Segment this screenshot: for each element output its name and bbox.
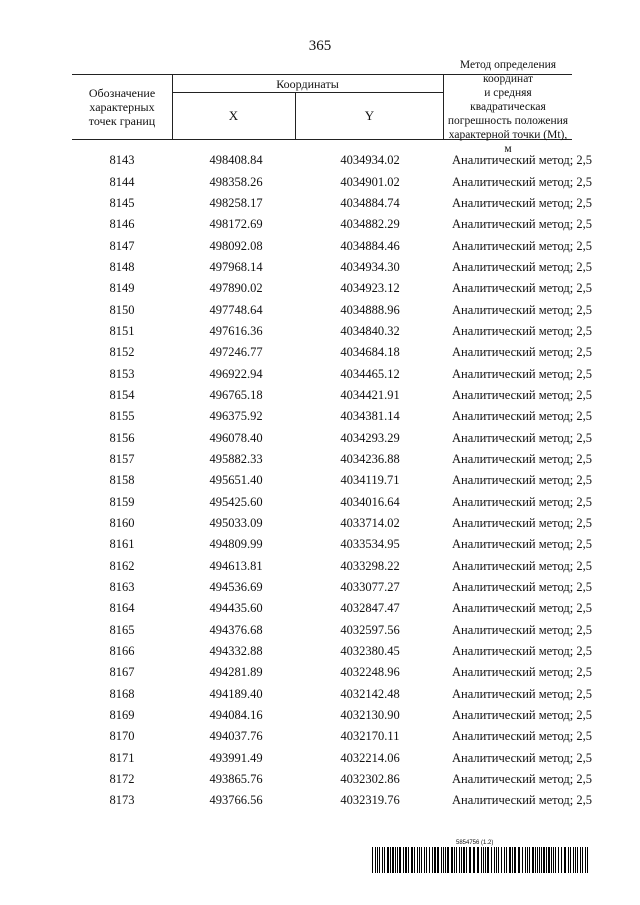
method-cell: Аналитический метод; 2,5 (452, 195, 592, 210)
table-row (72, 427, 592, 448)
point-id-cell: 8167 (109, 665, 135, 680)
point-id-cell: 8160 (109, 516, 135, 531)
coord-x-cell: 494536.69 (209, 580, 263, 595)
method-cell: Аналитический метод; 2,5 (452, 238, 592, 253)
table-row (72, 406, 592, 427)
point-id-cell: 8153 (109, 366, 135, 381)
coord-x-cell: 497246.77 (209, 345, 263, 360)
coord-x-cell: 494376.68 (209, 622, 263, 637)
table-row (72, 171, 592, 192)
point-id-cell: 8168 (109, 686, 135, 701)
table-header (72, 59, 572, 155)
table-row (72, 363, 592, 384)
header-y: Y (296, 93, 444, 139)
table-row (72, 470, 592, 491)
method-cell: Аналитический метод; 2,5 (452, 451, 592, 466)
coord-y-cell: 4032597.56 (340, 622, 400, 637)
table-row (72, 449, 592, 470)
table-row (72, 342, 592, 363)
point-id-cell: 8156 (109, 430, 135, 445)
method-cell: Аналитический метод; 2,5 (452, 537, 592, 552)
coord-y-cell: 4033714.02 (340, 516, 400, 531)
barcode-label: 5854756 (1.2) (456, 840, 494, 846)
coord-y-cell: 4034119.71 (340, 473, 400, 488)
coord-y-cell: 4034934.02 (340, 153, 400, 168)
method-cell: Аналитический метод; 2,5 (452, 409, 592, 424)
method-cell: Аналитический метод; 2,5 (452, 174, 592, 189)
method-cell: Аналитический метод; 2,5 (452, 430, 592, 445)
method-cell: Аналитический метод; 2,5 (452, 473, 592, 488)
coord-y-cell: 4034901.02 (340, 174, 400, 189)
table-body (72, 150, 592, 812)
method-cell: Аналитический метод; 2,5 (452, 793, 592, 808)
coord-y-cell: 4032847.47 (340, 601, 400, 616)
table-row (72, 705, 592, 726)
method-cell: Аналитический метод; 2,5 (452, 622, 592, 637)
barcode (372, 840, 590, 873)
point-id-cell: 8154 (109, 387, 135, 402)
coord-x-cell: 494037.76 (209, 729, 263, 744)
method-cell: Аналитический метод; 2,5 (452, 323, 592, 338)
method-cell: Аналитический метод; 2,5 (452, 686, 592, 701)
point-id-cell: 8145 (109, 195, 135, 210)
table-row (72, 150, 592, 171)
coord-y-cell: 4034882.29 (340, 217, 400, 232)
table-row (72, 235, 592, 256)
page-number: 365 (308, 38, 332, 54)
method-cell: Аналитический метод; 2,5 (452, 366, 592, 381)
coord-x-cell: 495882.33 (209, 451, 263, 466)
method-cell: Аналитический метод; 2,5 (452, 580, 592, 595)
coord-x-cell: 494281.89 (209, 665, 263, 680)
coord-x-cell: 498408.84 (209, 153, 263, 168)
coord-x-cell: 496922.94 (209, 366, 263, 381)
coord-y-cell: 4034293.29 (340, 430, 400, 445)
point-id-cell: 8157 (109, 451, 135, 466)
point-id-cell: 8150 (109, 302, 135, 317)
coord-x-cell: 497748.64 (209, 302, 263, 317)
point-id-cell: 8155 (109, 409, 135, 424)
coord-x-cell: 497616.36 (209, 323, 263, 338)
coord-y-cell: 4034884.46 (340, 238, 400, 253)
header-points-line2: характерных (89, 100, 155, 114)
table-row (72, 748, 592, 769)
point-id-cell: 8173 (109, 793, 135, 808)
coord-y-cell: 4032302.86 (340, 772, 400, 787)
table-row (72, 620, 592, 641)
coord-y-cell: 4034934.30 (340, 259, 400, 274)
coord-x-cell: 495033.09 (209, 516, 263, 531)
header-x: X (172, 93, 296, 139)
header-points-column (72, 75, 173, 139)
point-id-cell: 8148 (109, 259, 135, 274)
coord-x-cell: 498092.08 (209, 238, 263, 253)
coord-x-cell: 495651.40 (209, 473, 263, 488)
header-points-line1: Обозначение (88, 86, 156, 100)
method-cell: Аналитический метод; 2,5 (452, 729, 592, 744)
method-cell: Аналитический метод; 2,5 (452, 217, 592, 232)
coord-y-cell: 4034840.32 (340, 323, 400, 338)
point-id-cell: 8166 (109, 644, 135, 659)
coord-y-cell: 4034923.12 (340, 281, 400, 296)
method-cell: Аналитический метод; 2,5 (452, 259, 592, 274)
point-id-cell: 8151 (109, 323, 135, 338)
point-id-cell: 8144 (109, 174, 135, 189)
table-row (72, 193, 592, 214)
coord-x-cell: 494809.99 (209, 537, 263, 552)
coord-x-cell: 498258.17 (209, 195, 263, 210)
point-id-cell: 8171 (109, 750, 135, 765)
coord-y-cell: 4034421.91 (340, 387, 400, 402)
coord-x-cell: 493865.76 (209, 772, 263, 787)
header-coordinates: Координаты (172, 75, 444, 93)
table-row (72, 790, 592, 811)
table-row (72, 662, 592, 683)
table-row (72, 257, 592, 278)
table-row (72, 321, 592, 342)
table-row (72, 278, 592, 299)
method-cell: Аналитический метод; 2,5 (452, 345, 592, 360)
method-cell: Аналитический метод; 2,5 (452, 644, 592, 659)
coord-y-cell: 4032170.11 (340, 729, 400, 744)
header-method-line3: погрешность положения (447, 115, 569, 127)
method-cell: Аналитический метод; 2,5 (452, 302, 592, 317)
coord-y-cell: 4032142.48 (340, 686, 400, 701)
method-cell: Аналитический метод; 2,5 (452, 153, 592, 168)
table-row (72, 641, 592, 662)
table-row (72, 385, 592, 406)
header-method-line1: Метод определения координат (459, 59, 557, 85)
header-method-column (444, 59, 572, 155)
coord-x-cell: 494084.16 (209, 708, 263, 723)
method-cell: Аналитический метод; 2,5 (452, 665, 592, 680)
point-id-cell: 8143 (109, 153, 135, 168)
coord-y-cell: 4032319.76 (340, 793, 400, 808)
header-method-line2: и средняя квадратическая (470, 87, 546, 113)
coord-x-cell: 498358.26 (209, 174, 263, 189)
coord-x-cell: 496765.18 (209, 387, 263, 402)
coord-x-cell: 494613.81 (209, 558, 263, 573)
method-cell: Аналитический метод; 2,5 (452, 708, 592, 723)
point-id-cell: 8169 (109, 708, 135, 723)
coord-x-cell: 497968.14 (209, 259, 263, 274)
coord-y-cell: 4034684.18 (340, 345, 400, 360)
point-id-cell: 8164 (109, 601, 135, 616)
point-id-cell: 8165 (109, 622, 135, 637)
coord-x-cell: 496375.92 (209, 409, 263, 424)
coord-x-cell: 495425.60 (209, 494, 263, 509)
method-cell: Аналитический метод; 2,5 (452, 516, 592, 531)
point-id-cell: 8146 (109, 217, 135, 232)
method-cell: Аналитический метод; 2,5 (452, 281, 592, 296)
coord-x-cell: 496078.40 (209, 430, 263, 445)
point-id-cell: 8172 (109, 772, 135, 787)
point-id-cell: 8158 (109, 473, 135, 488)
point-id-cell: 8170 (109, 729, 135, 744)
method-cell: Аналитический метод; 2,5 (452, 558, 592, 573)
coord-y-cell: 4034381.14 (340, 409, 400, 424)
method-cell: Аналитический метод; 2,5 (452, 772, 592, 787)
table-row (72, 492, 592, 513)
point-id-cell: 8147 (109, 238, 135, 253)
table-row (72, 726, 592, 747)
table-row (72, 556, 592, 577)
coord-y-cell: 4032130.90 (340, 708, 400, 723)
coord-x-cell: 494435.60 (209, 601, 263, 616)
barcode-icon (372, 847, 590, 873)
point-id-cell: 8162 (109, 558, 135, 573)
coord-x-cell: 494332.88 (209, 644, 263, 659)
point-id-cell: 8161 (109, 537, 135, 552)
table-row (72, 684, 592, 705)
point-id-cell: 8159 (109, 494, 135, 509)
table-row (72, 299, 592, 320)
coord-y-cell: 4034236.88 (340, 451, 400, 466)
point-id-cell: 8163 (109, 580, 135, 595)
coord-x-cell: 493991.49 (209, 750, 263, 765)
method-cell: Аналитический метод; 2,5 (452, 750, 592, 765)
table-row (72, 513, 592, 534)
coord-y-cell: 4033077.27 (340, 580, 400, 595)
coord-x-cell: 498172.69 (209, 217, 263, 232)
coord-y-cell: 4032214.06 (340, 750, 400, 765)
coord-x-cell: 497890.02 (209, 281, 263, 296)
table-row (72, 534, 592, 555)
coord-y-cell: 4034884.74 (340, 195, 400, 210)
point-id-cell: 8152 (109, 345, 135, 360)
table-row (72, 769, 592, 790)
coord-y-cell: 4034016.64 (340, 494, 400, 509)
table-row (72, 598, 592, 619)
header-method-line4: характерной точки (Mt), м (448, 129, 568, 155)
coord-y-cell: 4034888.96 (340, 302, 400, 317)
method-cell: Аналитический метод; 2,5 (452, 601, 592, 616)
header-points-line3: точек границ (88, 114, 156, 128)
coord-y-cell: 4032248.96 (340, 665, 400, 680)
method-cell: Аналитический метод; 2,5 (452, 387, 592, 402)
coord-y-cell: 4032380.45 (340, 644, 400, 659)
coord-x-cell: 493766.56 (209, 793, 263, 808)
point-id-cell: 8149 (109, 281, 135, 296)
table-row (72, 214, 592, 235)
method-cell: Аналитический метод; 2,5 (452, 494, 592, 509)
coord-y-cell: 4033298.22 (340, 558, 400, 573)
coord-x-cell: 494189.40 (209, 686, 263, 701)
coord-y-cell: 4034465.12 (340, 366, 400, 381)
table-row (72, 577, 592, 598)
coord-y-cell: 4033534.95 (340, 537, 400, 552)
